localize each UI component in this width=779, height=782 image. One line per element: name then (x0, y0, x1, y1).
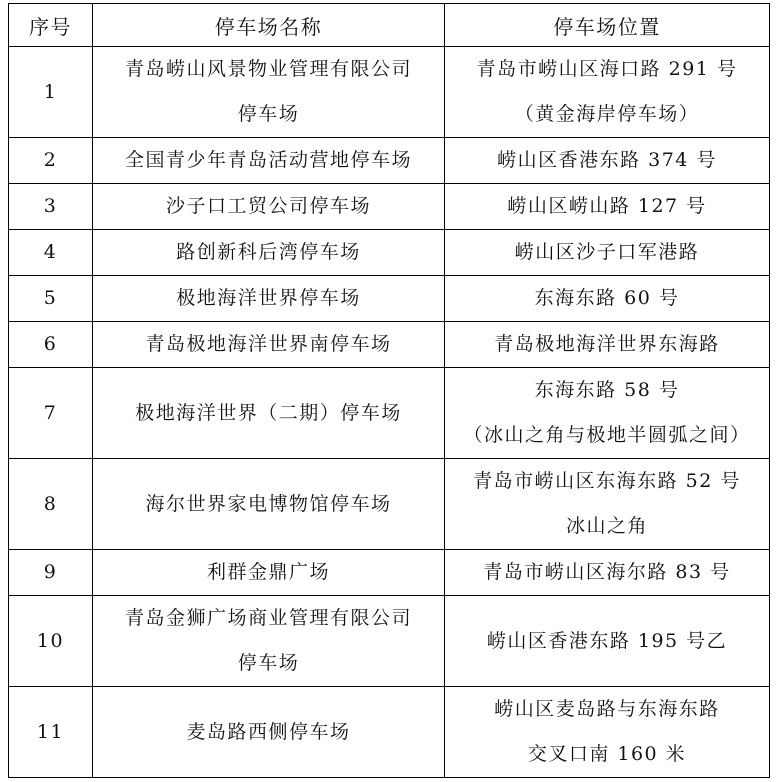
cell-name (93, 596, 445, 687)
cell-location-line: 东海东路 58 号 (534, 379, 680, 401)
table-row (9, 459, 770, 550)
parking-lot-table-container (8, 3, 770, 778)
cell-name (93, 138, 445, 184)
cell-location-line: 冰山之角 (565, 515, 648, 537)
cell-location-line: 青岛市崂山区海口路 291 号 (476, 58, 738, 80)
cell-location-line: 青岛市崂山区东海东路 52 号 (473, 470, 741, 492)
cell-index: 3 (9, 184, 93, 230)
cell-name (93, 687, 445, 778)
header-name: 停车场名称 (93, 4, 445, 47)
table-row (9, 596, 770, 687)
cell-index: 8 (9, 459, 93, 550)
cell-name-line: 极地海洋世界停车场 (176, 287, 361, 309)
cell-location-line: 交叉口南 160 米 (527, 743, 687, 765)
cell-name-line: 海尔世界家电博物馆停车场 (145, 492, 392, 515)
parking-lot-table (8, 3, 770, 778)
cell-location-line: 崂山区香港东路 374 号 (497, 149, 717, 171)
cell-name (93, 47, 445, 138)
cell-index: 2 (9, 138, 93, 184)
cell-location (445, 459, 770, 550)
cell-index: 6 (9, 322, 93, 368)
cell-location (445, 276, 770, 322)
cell-location-line: （冰山之角与极地半圆弧之间） (463, 424, 751, 446)
cell-name-line: 沙子口工贸公司停车场 (165, 195, 371, 217)
table-row (9, 230, 770, 276)
cell-location (445, 550, 770, 596)
table-row (9, 687, 770, 778)
cell-name (93, 276, 445, 322)
cell-name-line: 麦岛路西侧停车场 (186, 720, 351, 743)
cell-location-line: （黄金海岸停车场） (514, 103, 700, 125)
cell-location (445, 687, 770, 778)
cell-index: 10 (9, 596, 93, 687)
cell-name (93, 550, 445, 596)
cell-name-line: 停车场 (237, 652, 300, 674)
cell-index: 1 (9, 47, 93, 138)
cell-location (445, 47, 770, 138)
cell-name-line: 全国青少年青岛活动营地停车场 (124, 149, 412, 171)
cell-name (93, 322, 445, 368)
header-index: 序号 (9, 4, 93, 47)
cell-location-line: 崂山区麦岛路与东海东路 (494, 698, 720, 720)
table-row (9, 368, 770, 459)
cell-index: 5 (9, 276, 93, 322)
cell-name-line: 青岛崂山风景物业管理有限公司 (124, 58, 412, 80)
table-row (9, 550, 770, 596)
table-row (9, 322, 770, 368)
cell-name (93, 184, 445, 230)
cell-name-line: 极地海洋世界（二期）停车场 (135, 401, 402, 424)
cell-name-line: 利群金鼎广场 (206, 561, 330, 583)
cell-location (445, 230, 770, 276)
table-row (9, 276, 770, 322)
cell-location (445, 368, 770, 459)
cell-location-line: 青岛市崂山区海尔路 83 号 (483, 561, 731, 583)
cell-location (445, 596, 770, 687)
cell-index: 11 (9, 687, 93, 778)
cell-name-line: 路创新科后湾停车场 (176, 241, 361, 263)
cell-name (93, 368, 445, 459)
table-row (9, 184, 770, 230)
cell-location (445, 322, 770, 368)
header-location: 停车场位置 (445, 4, 770, 47)
table-row (9, 47, 770, 138)
cell-index: 7 (9, 368, 93, 459)
cell-location (445, 184, 770, 230)
cell-location-line: 东海东路 60 号 (534, 287, 680, 309)
cell-location-line: 崂山区沙子口军港路 (514, 241, 700, 263)
cell-index: 9 (9, 550, 93, 596)
cell-name-line: 青岛金狮广场商业管理有限公司 (124, 607, 412, 629)
cell-location-line: 崂山区崂山路 127 号 (507, 195, 707, 217)
cell-location-line: 青岛极地海洋世界东海路 (494, 333, 720, 355)
cell-name (93, 230, 445, 276)
cell-location-line: 崂山区香港东路 195 号乙 (486, 629, 728, 652)
cell-index: 4 (9, 230, 93, 276)
cell-location (445, 138, 770, 184)
cell-name-line: 停车场 (237, 103, 300, 125)
table-header-row (9, 4, 770, 47)
table-row (9, 138, 770, 184)
cell-name (93, 459, 445, 550)
cell-name-line: 青岛极地海洋世界南停车场 (145, 333, 392, 355)
